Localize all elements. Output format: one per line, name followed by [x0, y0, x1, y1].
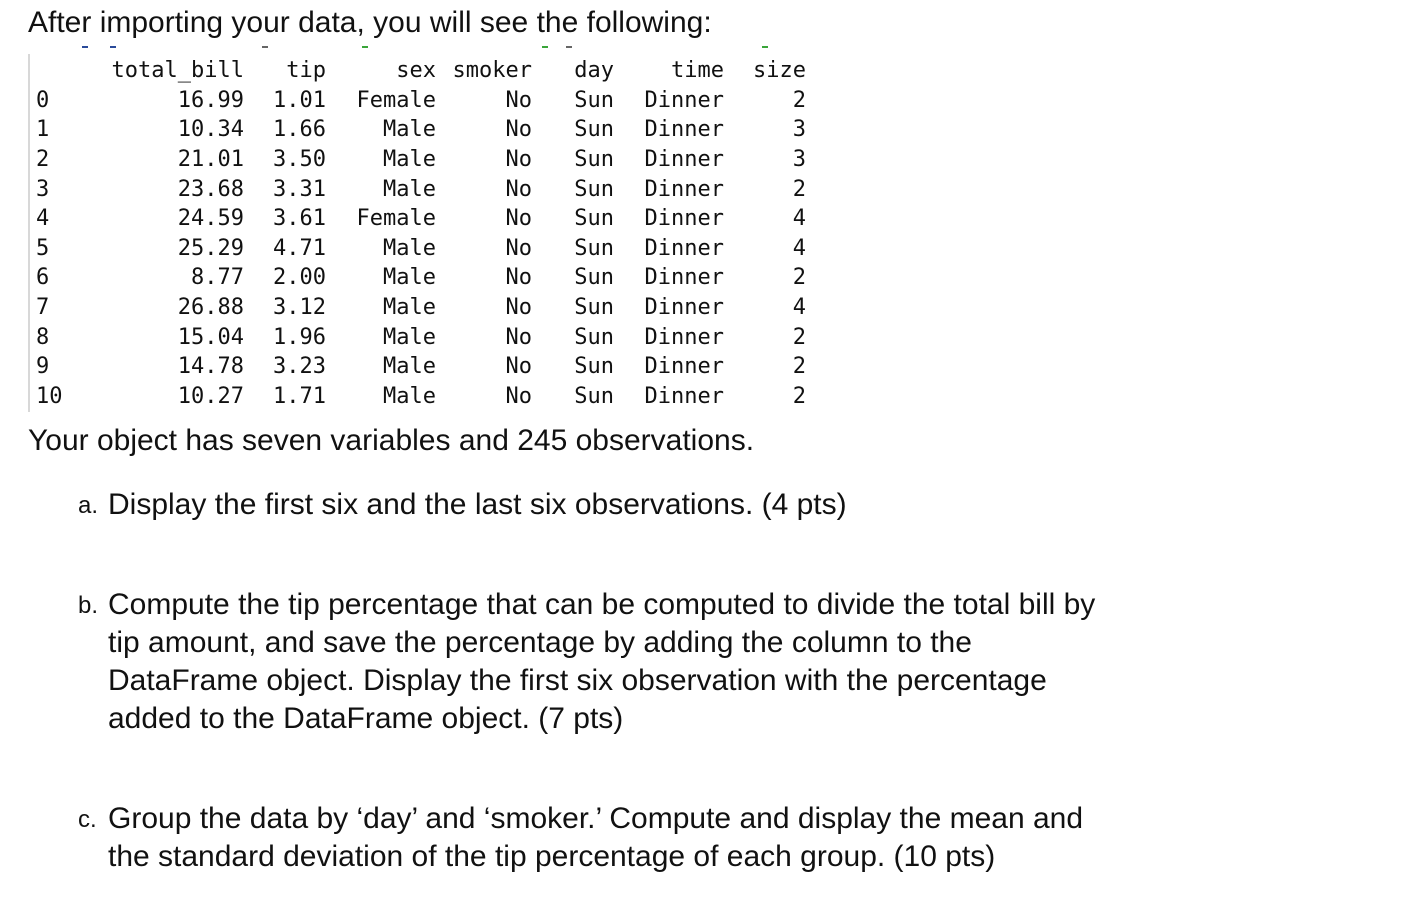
cell-time: Dinner	[644, 206, 724, 232]
cell-day: Sun	[574, 235, 614, 261]
cell-time: Dinner	[644, 383, 724, 409]
cell-day: Sun	[574, 354, 614, 380]
cell-day: Sun	[574, 295, 614, 321]
table-row	[36, 234, 806, 264]
cell-index: 0	[36, 87, 50, 113]
cell-size: 2	[792, 383, 806, 409]
cell-sex: Female	[356, 206, 436, 232]
cell-index: 2	[36, 147, 50, 173]
cell-time: Dinner	[644, 324, 724, 350]
cell-size: 2	[792, 176, 806, 202]
question-text: Group the data by ‘day’ and ‘smoker.’ Compute and display the mean and the standard deviation of the tip percentage of each group. (10 pts)	[108, 802, 1084, 873]
cell-time: Dinner	[644, 354, 724, 380]
cell-tip: 4.71	[273, 235, 326, 261]
cell-tip: 3.61	[273, 206, 326, 232]
cell-total-bill: 10.34	[177, 117, 244, 143]
question-marker: a.	[78, 492, 99, 519]
table-row	[36, 86, 806, 116]
cell-sex: Male	[383, 383, 436, 409]
cell-day: Sun	[574, 176, 614, 202]
cell-tip: 1.71	[273, 383, 326, 409]
intro-text: After importing your data, you will see the following:	[28, 6, 712, 39]
table-row	[36, 382, 806, 412]
cell-smoker: No	[505, 117, 532, 143]
table-row	[36, 145, 806, 175]
cell-time: Dinner	[644, 117, 724, 143]
cell-index: 7	[36, 295, 50, 321]
cell-total-bill: 10.27	[177, 383, 244, 409]
cell-tip: 1.96	[273, 324, 326, 350]
question-b	[78, 586, 1218, 738]
cell-smoker: No	[505, 147, 532, 173]
header-mark	[566, 46, 572, 48]
cell-smoker: No	[505, 176, 532, 202]
cell-day: Sun	[574, 265, 614, 291]
cell-total-bill: 16.99	[177, 87, 244, 113]
cell-day: Sun	[574, 324, 614, 350]
cell-tip: 1.01	[273, 87, 326, 113]
cell-time: Dinner	[644, 147, 724, 173]
cell-index: 5	[36, 235, 50, 261]
cell-day: Sun	[574, 147, 614, 173]
header-time: time	[671, 58, 724, 84]
cell-time: Dinner	[644, 176, 724, 202]
cell-sex: Male	[383, 235, 436, 261]
table-row	[36, 322, 806, 352]
cell-tip: 1.66	[273, 117, 326, 143]
cell-day: Sun	[574, 206, 614, 232]
table-body	[36, 86, 806, 412]
cell-sex: Female	[356, 87, 436, 113]
summary-text: Your object has seven variables and 245 observations.	[28, 424, 755, 457]
cell-total-bill: 23.68	[177, 176, 244, 202]
cell-day: Sun	[574, 117, 614, 143]
cell-index: 4	[36, 206, 50, 232]
header-mark	[110, 46, 116, 48]
cell-total-bill: 15.04	[177, 324, 244, 350]
cell-total-bill: 26.88	[177, 295, 244, 321]
cell-size: 3	[792, 147, 806, 173]
header-mark	[542, 46, 548, 48]
cell-smoker: No	[505, 383, 532, 409]
cell-total-bill: 21.01	[177, 147, 244, 173]
cell-smoker: No	[505, 295, 532, 321]
cell-size: 2	[792, 265, 806, 291]
table-row	[36, 293, 806, 323]
header-day: day	[574, 58, 614, 84]
cell-tip: 3.12	[273, 295, 326, 321]
cell-tip: 3.50	[273, 147, 326, 173]
cell-total-bill: 24.59	[177, 206, 244, 232]
cell-time: Dinner	[644, 265, 724, 291]
cell-size: 4	[792, 206, 806, 232]
header-total-bill: total_bill	[111, 58, 244, 84]
cell-sex: Male	[383, 295, 436, 321]
header-sex: sex	[396, 58, 436, 84]
output-left-border	[28, 54, 30, 412]
cell-index: 9	[36, 354, 50, 380]
table-row	[36, 174, 806, 204]
question-a	[78, 486, 1218, 524]
header-mark	[82, 46, 88, 48]
cell-size: 3	[792, 117, 806, 143]
question-marker: c.	[78, 806, 97, 833]
header-size: size	[753, 58, 806, 84]
dataframe-output	[28, 52, 818, 412]
header-smoker: smoker	[452, 58, 532, 84]
table-row	[36, 115, 806, 145]
truncated-header-marks	[82, 46, 802, 54]
cell-time: Dinner	[644, 295, 724, 321]
header-mark	[262, 46, 268, 48]
cell-index: 3	[36, 176, 50, 202]
cell-time: Dinner	[644, 235, 724, 261]
header-mark	[762, 46, 768, 48]
cell-smoker: No	[505, 265, 532, 291]
cell-smoker: No	[505, 87, 532, 113]
table-row	[36, 204, 806, 234]
cell-tip: 2.00	[273, 265, 326, 291]
header-index	[36, 56, 86, 86]
cell-index: 10	[36, 383, 63, 409]
question-text: Display the first six and the last six observations. (4 pts)	[108, 488, 847, 521]
cell-time: Dinner	[644, 87, 724, 113]
cell-size: 2	[792, 87, 806, 113]
cell-total-bill: 14.78	[177, 354, 244, 380]
cell-total-bill: 8.77	[191, 265, 244, 291]
question-text: Compute the tip percentage that can be computed to divide the total bill by tip amount, and save the percentage by adding the column to the DataFrame object. Display the first six observation with the percentage added to the DataFrame object. (7 pts)	[108, 588, 1096, 735]
cell-size: 2	[792, 324, 806, 350]
cell-total-bill: 25.29	[177, 235, 244, 261]
cell-sex: Male	[383, 324, 436, 350]
cell-index: 1	[36, 117, 50, 143]
cell-day: Sun	[574, 87, 614, 113]
cell-smoker: No	[505, 206, 532, 232]
question-marker: b.	[78, 592, 99, 619]
cell-day: Sun	[574, 383, 614, 409]
cell-tip: 3.23	[273, 354, 326, 380]
cell-size: 4	[792, 295, 806, 321]
cell-sex: Male	[383, 147, 436, 173]
cell-size: 4	[792, 235, 806, 261]
question-c	[78, 800, 1218, 876]
table-row	[36, 263, 806, 293]
cell-sex: Male	[383, 265, 436, 291]
cell-size: 2	[792, 354, 806, 380]
header-mark	[362, 46, 368, 48]
cell-sex: Male	[383, 117, 436, 143]
table-row	[36, 352, 806, 382]
cell-smoker: No	[505, 324, 532, 350]
cell-sex: Male	[383, 354, 436, 380]
cell-index: 6	[36, 265, 50, 291]
dataframe-table	[36, 56, 806, 411]
table-header-row	[36, 56, 806, 86]
cell-tip: 3.31	[273, 176, 326, 202]
cell-sex: Male	[383, 176, 436, 202]
cell-index: 8	[36, 324, 50, 350]
cell-smoker: No	[505, 354, 532, 380]
cell-smoker: No	[505, 235, 532, 261]
header-tip: tip	[286, 58, 326, 84]
